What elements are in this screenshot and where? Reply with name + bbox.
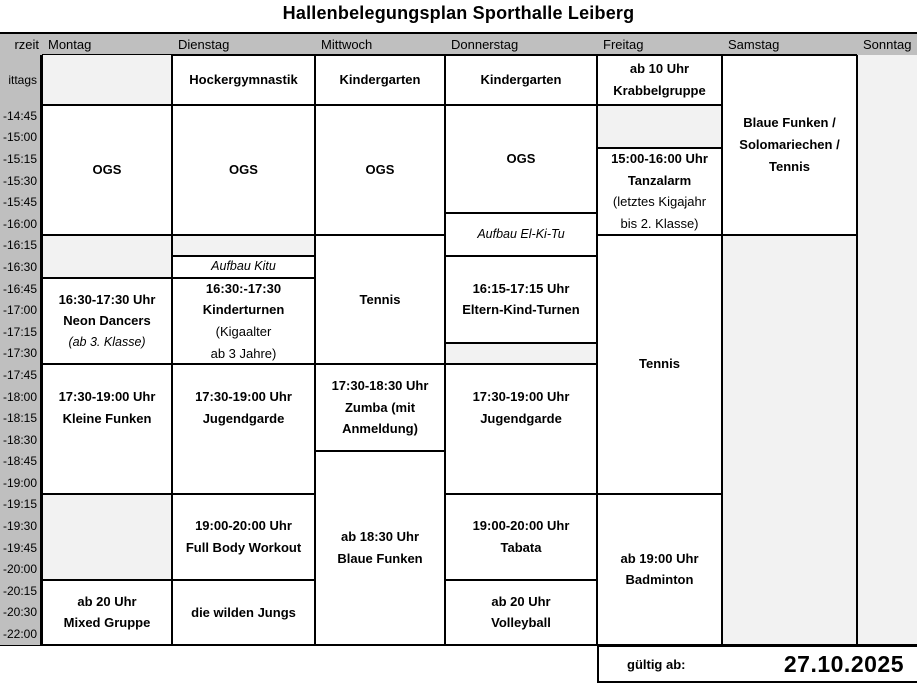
event-line: 17:30-19:00 Uhr [472, 389, 570, 405]
header-time-column: rzeit [0, 34, 42, 55]
time-slot-label: -20:15 [2, 583, 37, 598]
cell-freitag-tanzalarm [597, 148, 722, 234]
event-line: 17:30-18:30 Uhr [331, 377, 429, 393]
time-slot-label: -17:30 [2, 346, 37, 361]
header-day-mittwoch: Mittwoch [315, 34, 445, 55]
cell-samstag-blaue-funken-solomariechen-tennis [722, 55, 857, 235]
event-line: (Kigaalter [215, 323, 272, 339]
event-line: 17:30-19:00 Uhr [195, 389, 292, 405]
cell-dienstag-die-wilden-jungs [172, 580, 315, 645]
header-day-sonntag: Sonntag [857, 34, 917, 55]
empty-cell [42, 235, 172, 278]
header-day-freitag: Freitag [597, 34, 722, 55]
time-slot-label: -17:00 [2, 303, 37, 318]
event-line: Solomariechen / [739, 136, 840, 152]
cell-mittwoch-kindergarten [315, 55, 445, 105]
validity-label: gültig ab: [627, 656, 686, 672]
cell-donnerstag-volleyball [445, 580, 597, 645]
event-line: ab 20 Uhr [77, 593, 137, 609]
event-line: ab 10 Uhr [629, 61, 690, 77]
time-slot-label: -16:00 [2, 216, 37, 231]
event-line: 19:00-20:00 Uhr [195, 518, 292, 534]
cell-mittwoch-tennis [315, 235, 445, 365]
time-slot-label: -15:45 [2, 195, 37, 210]
event-line: 19:00-20:00 Uhr [472, 518, 570, 534]
event-line: Jugendgarde [480, 410, 562, 426]
event-line: Eltern-Kind-Turnen [462, 302, 580, 318]
cell-freitag-krabbelgruppe [597, 55, 722, 105]
time-slot-label: -15:30 [2, 173, 37, 188]
empty-cell [445, 343, 597, 365]
time-slot-label: -14:45 [2, 108, 37, 123]
time-slot-label: -20:00 [2, 562, 37, 577]
time-slot-label: -17:45 [2, 367, 37, 382]
empty-cell [42, 494, 172, 580]
time-slot-label: -16:15 [2, 238, 37, 253]
event-line: Aufbau Kitu [211, 259, 276, 274]
time-label-morning: ittags [8, 73, 37, 87]
cell-dienstag-kinderturnen [172, 278, 315, 364]
event-line: Tennis [639, 356, 680, 372]
time-slot-label: -16:45 [2, 281, 37, 296]
cell-donnerstag-eltern-kind-turnen [445, 256, 597, 342]
cell-donnerstag-tabata [445, 494, 597, 580]
cell-montag-kleine-funken [42, 364, 172, 494]
event-line: Tennis [769, 158, 810, 174]
time-slot-label: -18:00 [2, 389, 37, 404]
event-line: ab 18:30 Uhr [340, 529, 420, 545]
time-slot-label: -15:00 [2, 130, 37, 145]
event-line: 17:30-19:00 Uhr [58, 389, 156, 405]
event-line: ab 20 Uhr [491, 593, 551, 609]
cell-mittwoch-blaue-funken [315, 451, 445, 645]
cell-donnerstag-kindergarten [445, 55, 597, 105]
event-line: ab 3 Jahre) [210, 345, 277, 361]
validity-date: 27.10.2025 [783, 650, 904, 677]
event-line: Krabbelgruppe [613, 83, 706, 98]
validity-box [597, 645, 917, 683]
empty-cell [857, 55, 917, 645]
cell-montag-ogs [42, 105, 172, 235]
event-line: 16:30-17:30 Uhr [58, 291, 156, 307]
empty-cell [722, 235, 857, 645]
event-line: Kinderturnen [202, 302, 285, 318]
time-slot-label: -15:15 [2, 151, 37, 166]
cell-dienstag-aufbau-kitu [172, 256, 315, 278]
event-line: Kleine Funken [62, 410, 152, 426]
event-line: Mixed Gruppe [63, 615, 151, 631]
cell-dienstag-hockergymnastik [172, 55, 315, 105]
time-slot-label: -19:00 [2, 475, 37, 490]
header-day-samstag: Samstag [722, 34, 857, 55]
time-slot-label: -18:30 [2, 432, 37, 447]
event-line: Tennis [359, 291, 401, 307]
cell-donnerstag-jugendgarde [445, 364, 597, 494]
cell-montag-mixed-gruppe [42, 580, 172, 645]
cell-mittwoch-zumba [315, 364, 445, 450]
event-line: Jugendgarde [202, 410, 285, 426]
event-line: 16:15-17:15 Uhr [472, 280, 570, 296]
cell-dienstag-full-body-workout [172, 494, 315, 580]
time-slot-label: -22:00 [2, 627, 37, 642]
cell-donnerstag-aufbau-el-ki-tu [445, 213, 597, 256]
cell-dienstag-ogs [172, 105, 315, 235]
event-line: OGS [506, 151, 536, 167]
event-line: Hockergymnastik [189, 72, 298, 88]
event-line: 15:00-16:00 Uhr [611, 151, 708, 167]
event-line: Kindergarten [480, 72, 562, 88]
time-slot-label: -16:30 [2, 259, 37, 274]
event-line: OGS [229, 161, 258, 177]
time-slot-label: -19:30 [2, 519, 37, 534]
event-line: Volleyball [491, 615, 551, 631]
event-line: OGS [365, 161, 395, 177]
event-line: ab 19:00 Uhr [620, 550, 699, 566]
event-line: Aufbau El-Ki-Tu [477, 226, 565, 241]
event-line: Blaue Funken [337, 550, 423, 566]
time-slot-label: -17:15 [2, 324, 37, 339]
cell-freitag-badminton [597, 494, 722, 645]
schedule-table [0, 32, 917, 646]
time-slot-label: -19:15 [2, 497, 37, 512]
cell-freitag-tennis [597, 235, 722, 494]
time-slot-label: -18:15 [2, 411, 37, 426]
cell-montag-neon-dancers [42, 278, 172, 364]
event-line: Badminton [625, 572, 694, 588]
time-slot-label: -19:45 [2, 540, 37, 555]
event-line: Tanzalarm [627, 172, 692, 188]
header-day-dienstag: Dienstag [172, 34, 315, 55]
event-line: Tabata [500, 539, 542, 555]
cell-donnerstag-ogs [445, 105, 597, 213]
header-day-montag: Montag [42, 34, 172, 55]
empty-cell [597, 105, 722, 148]
cell-mittwoch-ogs [315, 105, 445, 235]
empty-cell [42, 55, 172, 105]
event-line: (ab 3. Klasse) [68, 334, 146, 349]
event-line: Blaue Funken / [743, 115, 836, 131]
event-line: die wilden Jungs [191, 604, 296, 620]
page-title: Hallenbelegungsplan Sporthalle Leiberg [282, 3, 635, 23]
event-line: Full Body Workout [185, 539, 302, 555]
cell-dienstag-jugendgarde [172, 364, 315, 494]
event-line: (letztes Kigajahr [612, 194, 707, 210]
empty-cell [172, 235, 315, 257]
event-line: Anmeldung) [342, 421, 418, 437]
header-day-donnerstag: Donnerstag [445, 34, 597, 55]
event-line: Zumba (mit [344, 399, 416, 415]
time-slot-label: -20:30 [2, 605, 37, 620]
event-line: 16:30:-17:30 [205, 280, 282, 296]
event-line: OGS [92, 161, 122, 177]
event-line: Kindergarten [339, 72, 421, 88]
time-column [0, 55, 42, 645]
event-line: Neon Dancers [63, 313, 151, 329]
event-line: bis 2. Klasse) [620, 215, 699, 231]
time-slot-label: -18:45 [2, 454, 37, 469]
